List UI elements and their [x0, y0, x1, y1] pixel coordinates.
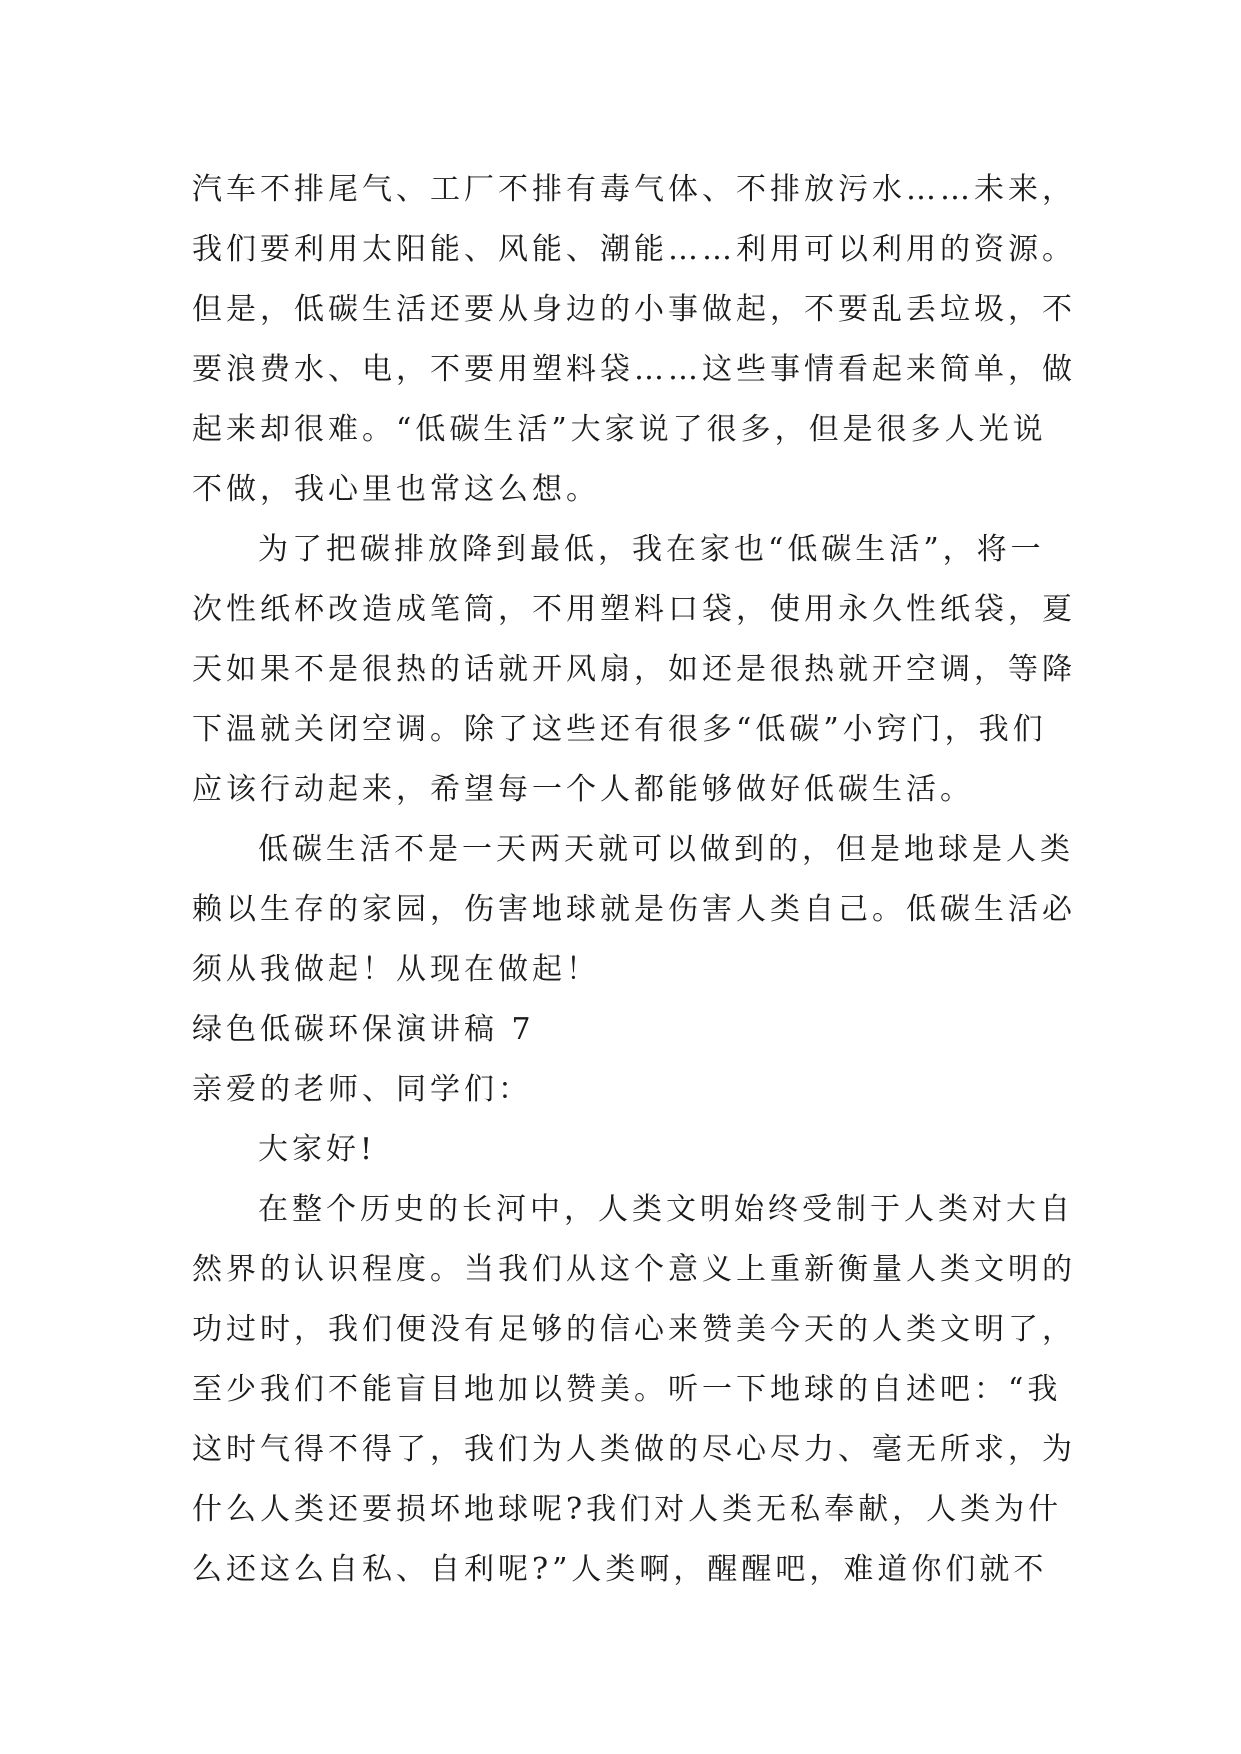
text-line: 要浪费水、电，不要用塑料袋……这些事情看起来简单，做: [192, 352, 1076, 387]
text-line: 次性纸杯改造成笔筒，不用塑料口袋，使用永久性纸袋，夏: [192, 592, 1076, 627]
text-line: 起来却很难。“低碳生活”大家说了很多，但是很多人光说: [192, 412, 1047, 447]
text-line: 这时气得不得了，我们为人类做的尽心尽力、毫无所求，为: [192, 1432, 1076, 1467]
text-line: 不做，我心里也常这么想。: [192, 472, 600, 507]
text-line: 应该行动起来，希望每一个人都能够做好低碳生活。: [192, 772, 974, 807]
text-line: 赖以生存的家园，伤害地球就是伤害人类自己。低碳生活必: [192, 892, 1076, 927]
text-line: 我们要利用太阳能、风能、潮能……利用可以利用的资源。: [192, 232, 1076, 267]
text-line: 天如果不是很热的话就开风扇，如还是很热就开空调，等降: [192, 652, 1076, 687]
section-heading: 绿色低碳环保演讲稿 7: [192, 1012, 535, 1047]
text-line: 什么人类还要损坏地球呢?我们对人类无私奉献，人类为什: [192, 1492, 1063, 1527]
paragraph-first-line: 在整个历史的长河中，人类文明始终受制于人类对大自: [258, 1192, 1074, 1227]
text-line: 汽车不排尾气、工厂不排有毒气体、不排放污水……未来，: [192, 172, 1076, 207]
text-line: 但是，低碳生活还要从身边的小事做起，不要乱丢垃圾，不: [192, 292, 1076, 327]
text-line: 功过时，我们便没有足够的信心来赞美今天的人类文明了，: [192, 1312, 1076, 1347]
document-body: [192, 160, 1076, 1600]
text-line: 然界的认识程度。当我们从这个意义上重新衡量人类文明的: [192, 1252, 1076, 1287]
text-line: 至少我们不能盲目地加以赞美。听一下地球的自述吧：“我: [192, 1372, 1062, 1407]
text-line: 须从我做起！从现在做起！: [192, 952, 600, 987]
text-line: 么还这么自私、自利呢?”人类啊，醒醒吧，难道你们就不: [192, 1552, 1048, 1587]
greeting: 大家好!: [258, 1132, 377, 1167]
text-line: 下温就关闭空调。除了这些还有很多“低碳”小窍门，我们: [192, 712, 1047, 747]
salutation: 亲爱的老师、同学们：: [192, 1072, 532, 1107]
paragraph-first-line: 为了把碳排放降到最低，我在家也“低碳生活”，将一: [258, 532, 1045, 567]
paragraph-first-line: 低碳生活不是一天两天就可以做到的，但是地球是人类: [258, 832, 1074, 867]
